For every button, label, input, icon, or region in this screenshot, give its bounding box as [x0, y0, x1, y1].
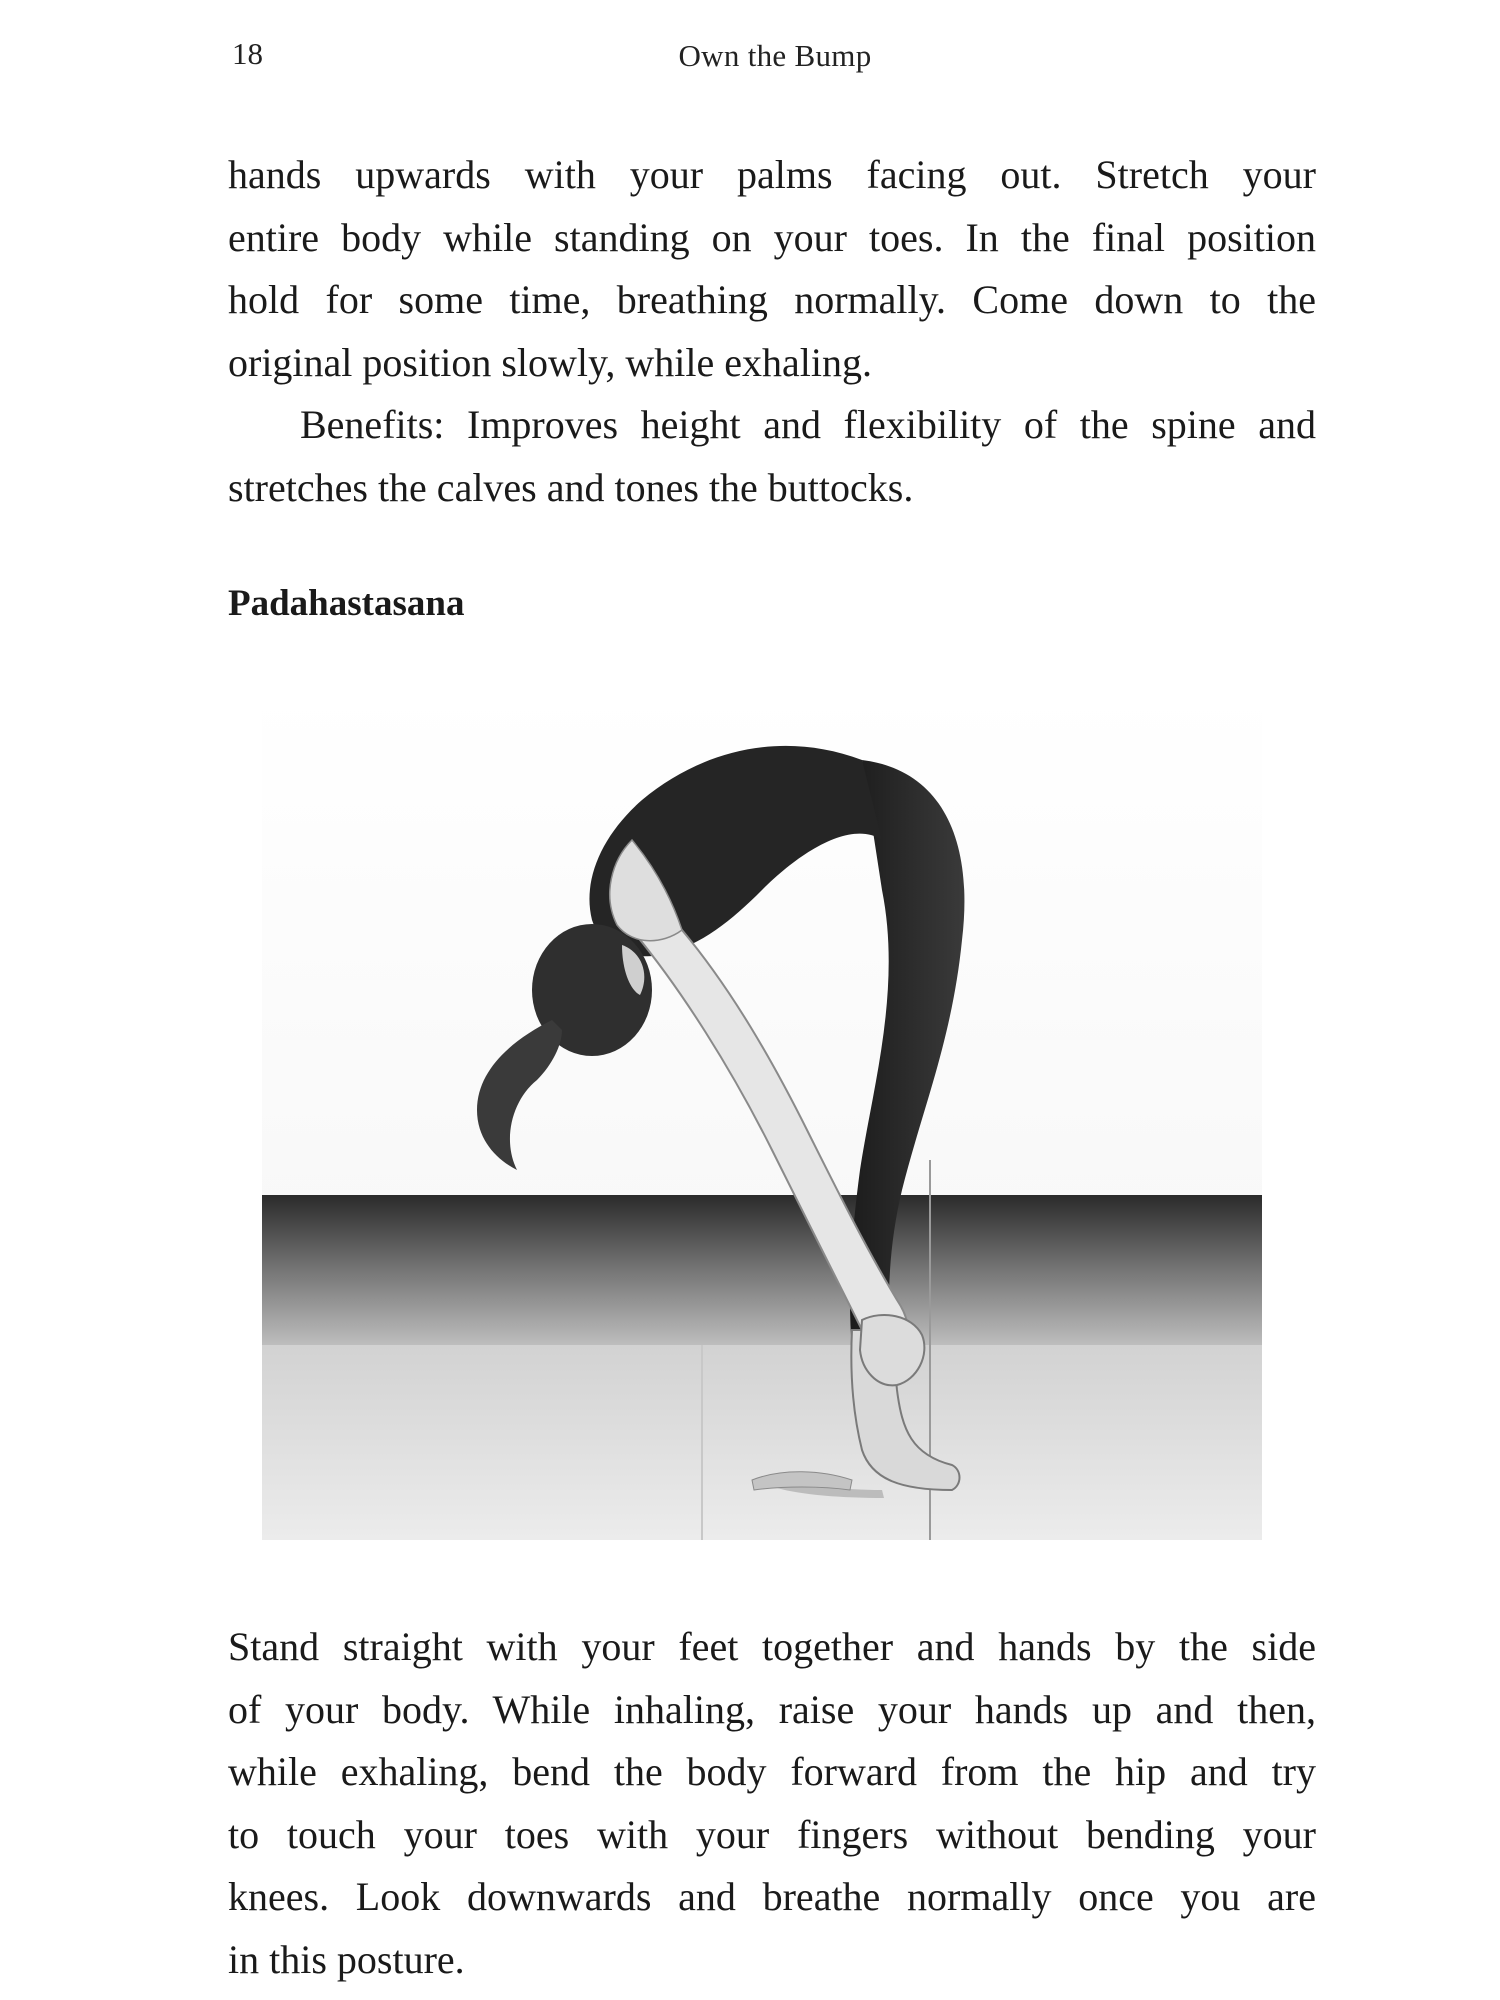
- text-line: in this posture.: [228, 1936, 465, 1982]
- text-line: hands upwards with your palms facing out. Stretch your: [228, 152, 1316, 197]
- text-line: knees. Look downwards and breathe normally once you are: [228, 1874, 1316, 1919]
- hand: [860, 1315, 924, 1385]
- text-line: entire body while standing on your toes. In the final position: [228, 214, 1316, 260]
- benefits-paragraph: [228, 394, 1316, 519]
- paragraph-continued: [228, 144, 1316, 394]
- text-line: of your body. While inhaling, raise your hands up and then,: [228, 1686, 1316, 1732]
- section-heading: Padahastasana: [228, 583, 465, 624]
- text-line: hold for some time, breathing normally. Come down to the: [228, 277, 1316, 322]
- pose-photo: [262, 690, 1262, 1540]
- floor: [262, 1345, 1262, 1540]
- pose-illustration: [262, 690, 1262, 1540]
- padahastasana-instructions: [228, 1616, 1316, 1991]
- running-title: Own the Bump: [678, 38, 872, 73]
- page-number: 18: [232, 36, 263, 71]
- text-line: stretches the calves and tones the buttocks.: [228, 464, 914, 510]
- instructions-paragraph: [228, 1616, 1316, 1991]
- page-header: [0, 36, 1500, 80]
- skirting-band: [262, 1195, 1262, 1345]
- text-line: Stand straight with your feet together and hands by the side: [228, 1624, 1316, 1669]
- text-line: while exhaling, bend the body forward from the hip and try: [228, 1749, 1316, 1794]
- text-line: to touch your toes with your fingers without bending your: [228, 1811, 1316, 1857]
- text-line: original position slowly, while exhaling.: [228, 339, 873, 385]
- instructions-continued: [228, 144, 1316, 519]
- text-line: Benefits: Improves height and flexibility of the spine and: [300, 402, 1316, 447]
